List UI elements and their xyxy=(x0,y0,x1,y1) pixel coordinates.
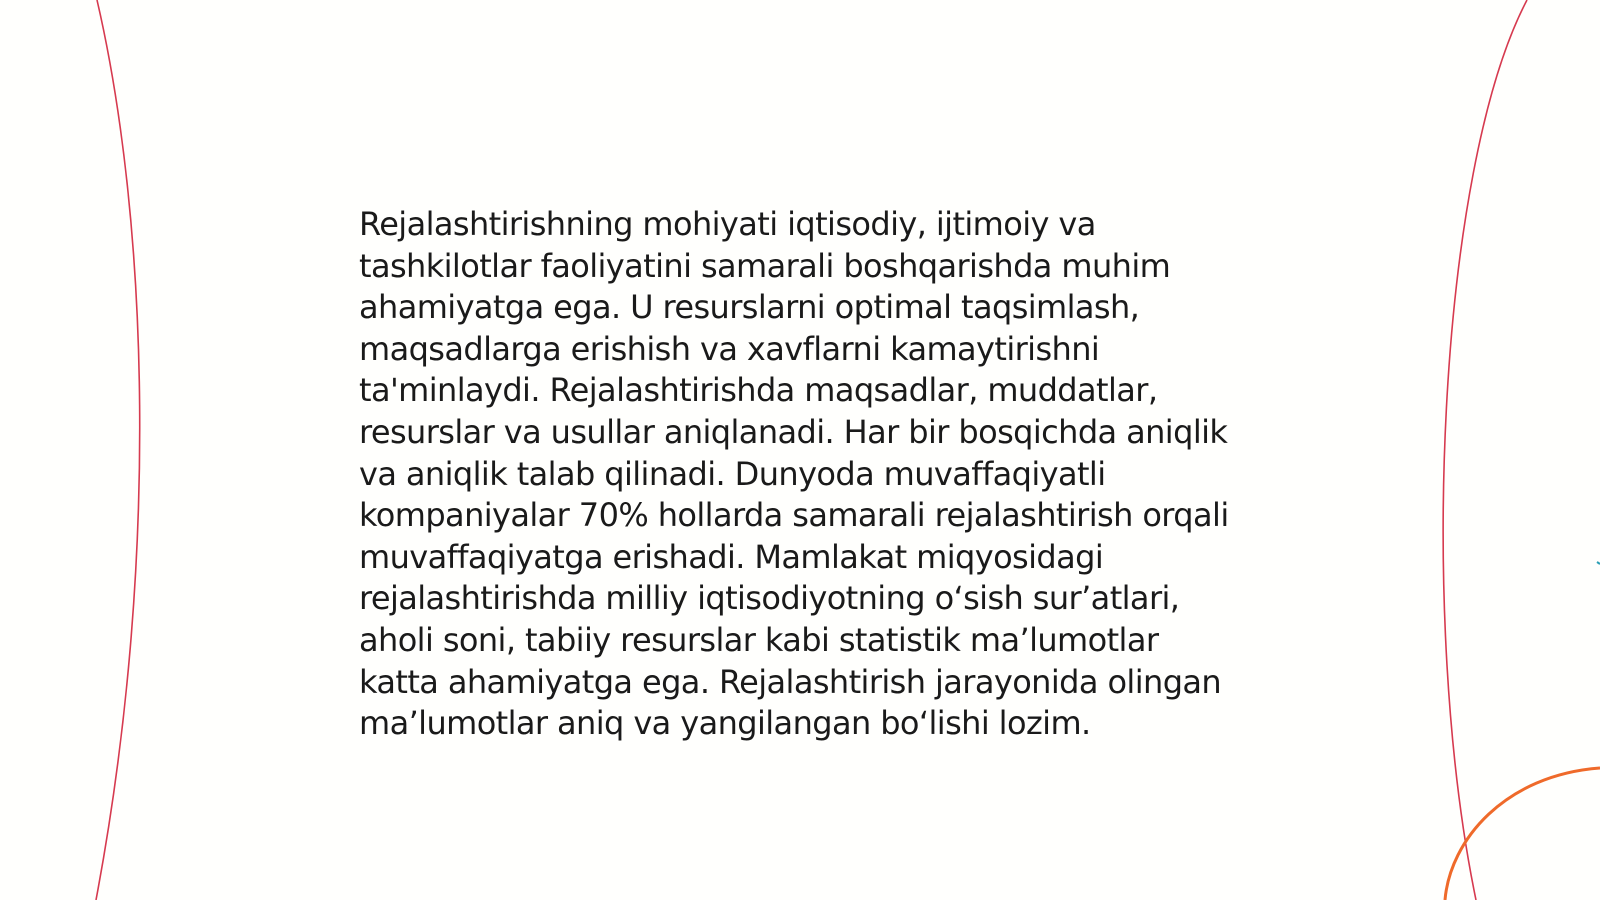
orange-arc xyxy=(1445,768,1600,900)
left-curve-line xyxy=(96,0,140,900)
slide-body-text: Rejalashtirishning mohiyati iqtisodiy, ijtimoiy va tashkilotlar faoliyatini samarali boshqarishda muhim ahamiyatga ega. U resurslarni optimal taqsimlash, maqsadlarga erishish va xavflarni kamaytirishni ta'minlaydi. Rejalashtirishda maqsadlar, muddatlar, resurslar va usullar aniqlanadi. Har bir bosqichda aniqlik va aniqlik talab qilinadi. Dunyoda muvaffaqiyatli kompaniyalar 70% hollarda samarali rejalashtirish orqali muvaffaqiyatga erishadi. Mamlakat miqyosidagi rejalashtirishda milliy iqtisodiyotning o‘sish sur’atlari, aholi soni, tabiiy resurslar kabi statistik ma’lumotlar katta ahamiyatga ega. Rejalashtirish jarayonida olingan ma’lumotlar aniq va yangilangan bo‘lishi lozim. xyxy=(359,205,1229,743)
right-curve-line xyxy=(1443,0,1527,900)
